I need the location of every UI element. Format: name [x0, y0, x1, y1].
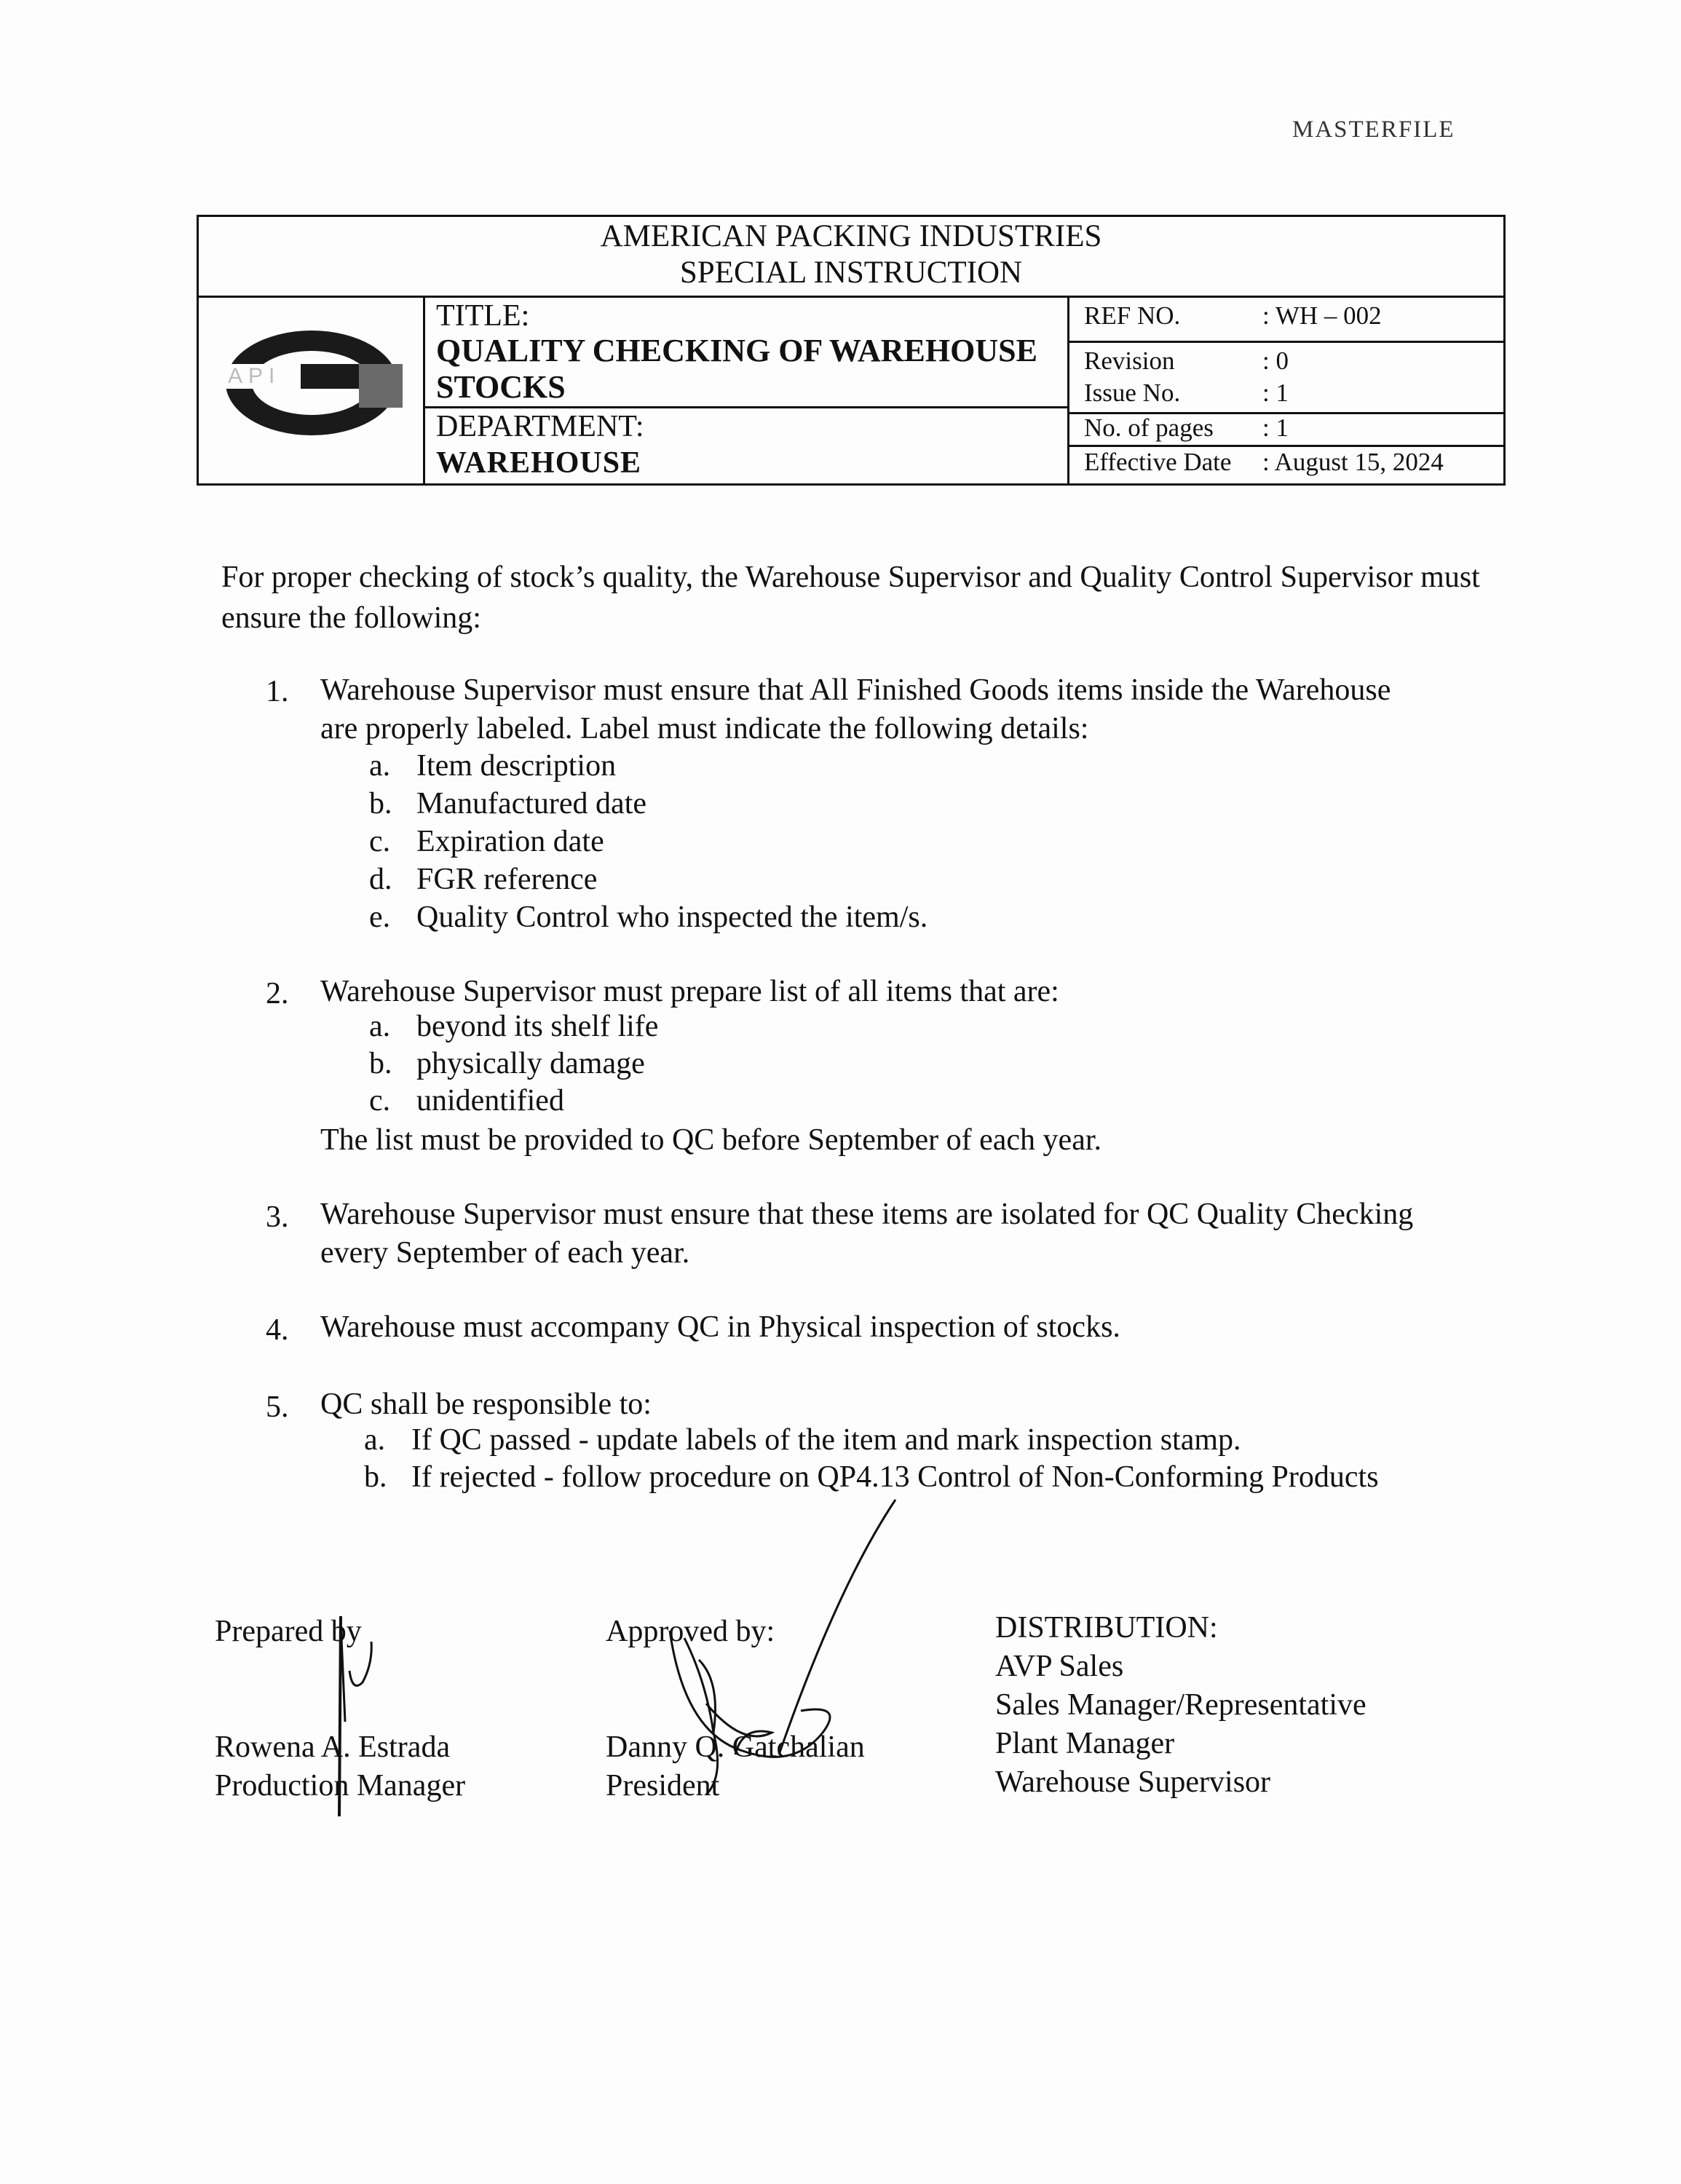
department-value: WAREHOUSE [436, 446, 642, 480]
issue-value: : 1 [1262, 379, 1289, 407]
pages-label: No. of pages [1084, 414, 1214, 442]
sub-text: If QC passed - update labels of the item and mark inspection stamp. [411, 1423, 1241, 1457]
sub-text: physically damage [416, 1047, 645, 1080]
distribution-item: AVP Sales [995, 1650, 1124, 1683]
sub-text: If rejected - follow procedure on QP4.13 Control of Non-Conforming Products [411, 1460, 1379, 1494]
prepared-by-name: Rowena A. Estrada [215, 1730, 451, 1764]
department-cell [423, 406, 1067, 483]
distribution-block [995, 1609, 1366, 1802]
item-4-number: 4. [266, 1313, 289, 1347]
item-2-number: 2. [266, 977, 289, 1010]
document-header-table [197, 215, 1506, 486]
logo-cell [199, 296, 425, 483]
company-logo [221, 310, 403, 456]
sub-letter: b. [369, 787, 392, 820]
effective-label: Effective Date [1084, 448, 1232, 476]
prepared-by-position: Production Manager [215, 1769, 466, 1803]
intro-paragraph: For proper checking of stock’s quality, the Warehouse Supervisor and Quality Control Supervisor must ensure the following: [221, 561, 1480, 635]
revision-row [1069, 341, 1503, 414]
distribution-item: Plant Manager [995, 1727, 1175, 1760]
sub-text: Quality Control who inspected the item/s. [416, 901, 928, 934]
logo-text: API [228, 364, 281, 388]
ref-no-label: REF NO. [1084, 301, 1181, 330]
item-4-line-1: Warehouse must accompany QC in Physical inspection of stocks. [320, 1310, 1120, 1344]
document-type: SPECIAL INSTRUCTION [679, 256, 1023, 290]
sub-text: Manufactured date [416, 787, 647, 820]
item-3-line-2: every September of each year. [320, 1236, 690, 1270]
pages-value: : 1 [1262, 414, 1289, 442]
sub-letter: b. [369, 1047, 392, 1080]
company-name: AMERICAN PACKING INDUSTRIES [600, 219, 1102, 253]
masterfile-stamp: MASTERFILE [1292, 116, 1455, 143]
distribution-item: Warehouse Supervisor [995, 1765, 1271, 1799]
sub-letter: c. [369, 1084, 391, 1117]
sub-letter: b. [364, 1460, 387, 1494]
revision-value: : 0 [1262, 347, 1289, 375]
sub-text: Expiration date [416, 825, 604, 858]
title-line-1: QUALITY CHECKING OF WAREHOUSE [436, 333, 1037, 368]
department-label: DEPARTMENT: [436, 410, 644, 443]
prepared-by-label: Prepared by [215, 1615, 362, 1648]
item-1-number: 1. [266, 675, 289, 708]
sub-text: FGR reference [416, 863, 598, 896]
approved-by-signature [655, 1492, 917, 1805]
sub-letter: a. [369, 749, 391, 783]
sub-text: Item description [416, 749, 617, 783]
item-2-note: The list must be provided to QC before September of each year. [320, 1123, 1102, 1157]
item-5-number: 5. [266, 1390, 289, 1424]
item-1-line-1: Warehouse Supervisor must ensure that All Finished Goods items inside the Warehouse [320, 673, 1391, 707]
document-meta [1067, 296, 1503, 483]
item-5-line-1: QC shall be responsible to: [320, 1388, 652, 1421]
sub-text: beyond its shelf life [416, 1010, 659, 1043]
item-3-line-1: Warehouse Supervisor must ensure that these items are isolated for QC Quality Checking [320, 1198, 1414, 1231]
sub-text: unidentified [416, 1084, 564, 1117]
pages-row [1069, 412, 1503, 447]
sub-letter: a. [364, 1423, 386, 1457]
issue-label: Issue No. [1084, 379, 1181, 407]
prepared-by-signature [320, 1613, 386, 1824]
sub-letter: a. [369, 1010, 391, 1043]
approved-by-label: Approved by: [606, 1615, 775, 1648]
ref-no-row [1069, 296, 1503, 343]
sub-letter: e. [369, 901, 391, 934]
revision-label: Revision [1084, 347, 1175, 375]
sub-letter: c. [369, 825, 391, 858]
company-header [199, 217, 1503, 298]
item-1-line-2: are properly labeled. Label must indicate the following details: [320, 712, 1089, 745]
title-label: TITLE: [436, 299, 530, 333]
effective-date-row [1069, 445, 1503, 483]
effective-value: : August 15, 2024 [1262, 448, 1444, 476]
item-2-line-1: Warehouse Supervisor must prepare list of all items that are: [320, 975, 1059, 1008]
approved-by-name: Danny Q. Gatchalian [606, 1730, 865, 1764]
title-line-2: STOCKS [436, 369, 566, 405]
item-3-number: 3. [266, 1200, 289, 1234]
ref-no-value: : WH – 002 [1262, 301, 1382, 330]
approved-by-position: President [606, 1769, 720, 1803]
sub-letter: d. [369, 863, 392, 896]
distribution-item: Sales Manager/Representative [995, 1688, 1366, 1722]
title-cell [423, 296, 1067, 408]
distribution-label: DISTRIBUTION: [995, 1611, 1218, 1645]
